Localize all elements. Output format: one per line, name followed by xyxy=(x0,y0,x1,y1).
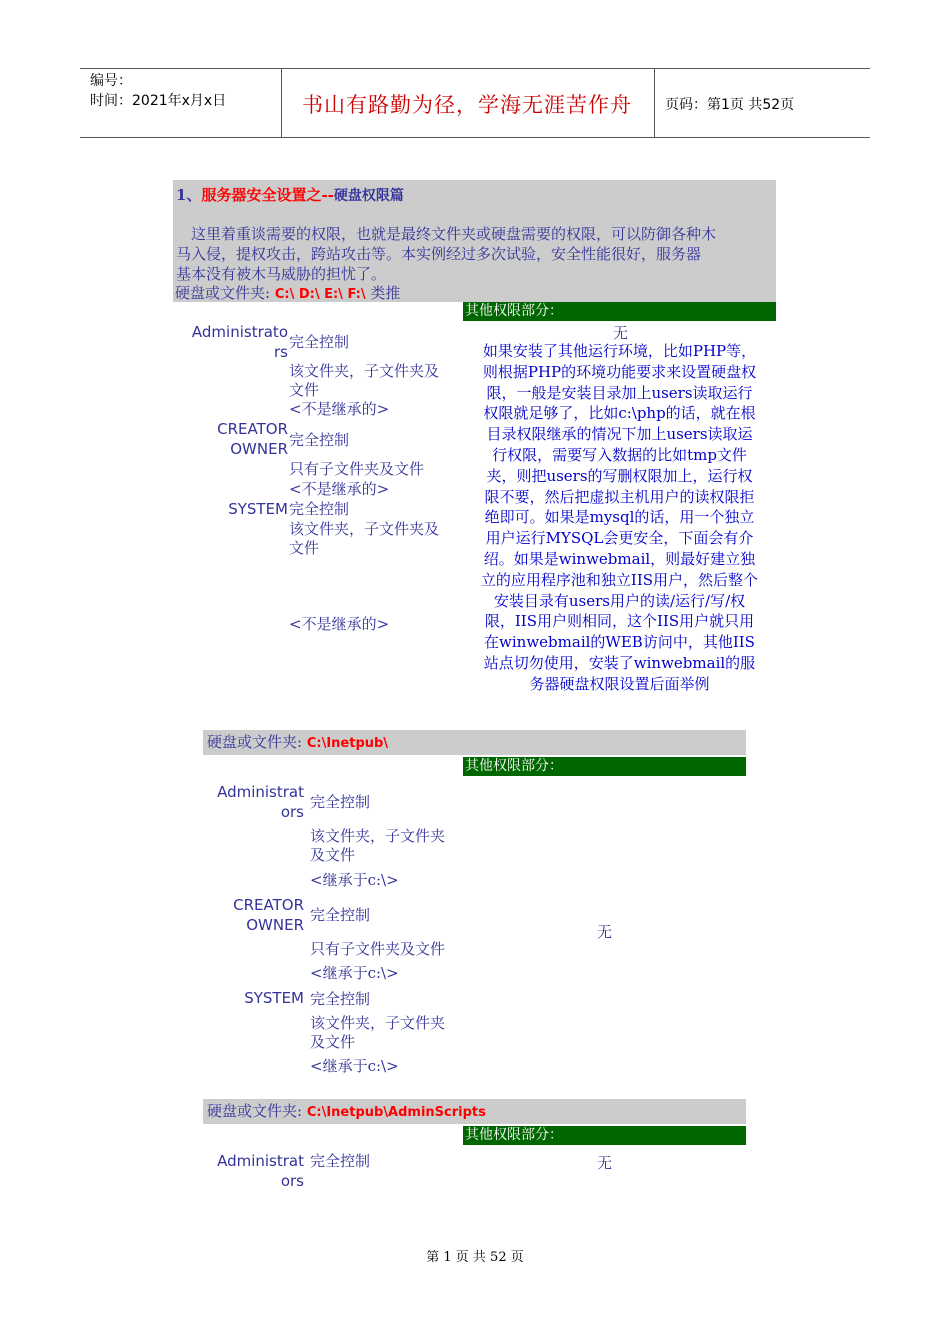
disk-value: C:\ D:\ E:\ F:\ xyxy=(274,287,366,302)
perm-line: 及文件 xyxy=(310,846,356,864)
user-name: rs xyxy=(274,343,288,361)
perm-inherit: <继承于c:\> xyxy=(310,964,399,982)
perm-scope: 只有子文件夹及文件 xyxy=(289,460,425,478)
note-line: 如果安装了其他运行环境，比如PHP等， xyxy=(482,342,757,360)
perm-scope xyxy=(289,520,439,558)
section3-disk-line xyxy=(203,1099,746,1124)
note-line: 夹，则把users的写删权限加上，运行权 xyxy=(486,466,753,485)
note-line: 限，一般是安装目录加上users读取运行 xyxy=(486,383,753,402)
note-line: 绍。如果是winwebmail，则最好建立独 xyxy=(483,549,756,568)
perm-line: 及文件 xyxy=(310,1033,356,1051)
perm-line: 文件 xyxy=(289,539,320,557)
perm-scope xyxy=(310,827,445,865)
date-label: 时间：2021年x月x日 xyxy=(90,93,227,109)
note-line: 立的应用程序池和独立IIS用户，然后整个 xyxy=(480,570,759,589)
section3-other-none: 无 xyxy=(597,1154,613,1172)
section2-users xyxy=(190,782,304,822)
perm-full-control: 完全控制 xyxy=(289,333,350,351)
perm-full-control: 完全控制 xyxy=(310,990,371,1008)
user-name: SYSTEM xyxy=(228,500,288,518)
section2-disk-line xyxy=(203,730,746,755)
section1-other-header: 其他权限部分： xyxy=(463,302,776,321)
user-name: OWNER xyxy=(230,440,288,458)
user-name: CREATOR xyxy=(233,896,304,914)
intro-line: 马入侵，提权攻击，跨站攻击等。本实例经过多次试验，安全性能很好，服务器 xyxy=(176,245,702,263)
disk-suffix: 类推 xyxy=(365,284,401,302)
perm-inherit: <不是继承的> xyxy=(289,400,390,418)
user-name: Administrat xyxy=(217,783,304,801)
section1-users xyxy=(173,322,288,362)
section1-intro xyxy=(176,224,778,284)
disk-value: C:\Inetpub\ xyxy=(306,736,389,751)
page-footer: 第 1 页 共 52 页 xyxy=(426,1250,524,1265)
perm-full-control: 完全控制 xyxy=(289,500,350,518)
user-name: OWNER xyxy=(246,916,304,934)
perm-scope: 只有子文件夹及文件 xyxy=(310,940,446,958)
section3-other-header: 其他权限部分： xyxy=(463,1126,746,1145)
title-blue: 硬盘权限篇 xyxy=(333,188,404,204)
perm-inherit: <不是继承的> xyxy=(289,615,390,633)
note-line: 则根据PHP的环境功能要求来设置硬盘权 xyxy=(482,362,757,381)
section2-users xyxy=(190,988,304,1008)
note-line: 行权限，需要写入数据的比如tmp文件 xyxy=(492,445,747,464)
user-name: Administrat xyxy=(217,1152,304,1170)
perm-inherit: <继承于c:\> xyxy=(310,871,399,889)
note-line: 目录权限继承的情况下加上users读取运 xyxy=(486,425,753,444)
intro-line: 基本没有被木马威胁的担忧了。 xyxy=(176,265,387,283)
disk-label: 硬盘或文件夹: xyxy=(207,1102,307,1120)
perm-full-control: 完全控制 xyxy=(310,906,371,924)
note-line: 站点切勿使用，安装了winwebmail的服 xyxy=(483,653,756,672)
intro-line: 这里着重谈需要的权限，也就是最终文件夹或硬盘需要的权限，可以防御各种木 xyxy=(176,225,717,243)
note-line: 用户运行MYSQL会更安全，下面会有介 xyxy=(485,529,754,548)
perm-scope xyxy=(310,1014,445,1052)
note-line: 权限就足够了，比如c:\php的话，就在根 xyxy=(483,404,756,423)
note-line: 限，IIS用户则相同，这个IIS用户就只用 xyxy=(484,612,755,631)
header-divider xyxy=(654,69,655,137)
section1-title xyxy=(176,184,404,205)
perm-scope xyxy=(289,362,439,400)
section1-users xyxy=(173,419,288,459)
perm-full-control: 完全控制 xyxy=(310,793,371,811)
header-motto: 书山有路勤为径，学海无涯苦作舟 xyxy=(302,93,632,117)
header-divider xyxy=(281,69,282,137)
user-name: CREATOR xyxy=(217,420,288,438)
disk-label: 硬盘或文件夹: xyxy=(207,733,307,751)
perm-inherit: <继承于c:\> xyxy=(310,1057,399,1075)
section2-users xyxy=(190,895,304,935)
header-info xyxy=(90,71,226,111)
user-name: SYSTEM xyxy=(244,989,304,1007)
user-name: ors xyxy=(280,803,304,821)
section1-note xyxy=(463,341,776,695)
disk-label: 硬盘或文件夹: xyxy=(175,284,275,302)
perm-line: 文件 xyxy=(289,381,320,399)
number-label: 编号： xyxy=(90,73,132,89)
perm-line: 该文件夹，子文件夹及 xyxy=(289,520,440,538)
perm-line: 该文件夹，子文件夹 xyxy=(310,1014,446,1032)
note-line: 限不要，然后把虚拟主机用户的读权限拒 xyxy=(484,487,755,506)
user-name: ors xyxy=(280,1172,304,1190)
section1-other-none: 无 xyxy=(613,324,629,342)
note-line: 务器硬盘权限设置后面举例 xyxy=(529,674,710,693)
perm-full-control: 完全控制 xyxy=(310,1152,371,1170)
section2-other-none: 无 xyxy=(597,923,613,941)
perm-line: 该文件夹，子文件夹 xyxy=(310,827,446,845)
section1-disk-line xyxy=(175,283,400,305)
section2-other-header: 其他权限部分： xyxy=(463,757,746,776)
perm-inherit: <不是继承的> xyxy=(289,480,390,498)
section-number: 1、 xyxy=(176,186,202,204)
title-red: 服务器安全设置之-- xyxy=(201,186,334,204)
perm-full-control: 完全控制 xyxy=(289,431,350,449)
header-page-number: 页码：第1页 共52页 xyxy=(665,97,795,113)
disk-value: C:\Inetpub\AdminScripts xyxy=(306,1105,486,1120)
perm-line: 该文件夹，子文件夹及 xyxy=(289,362,440,380)
user-name: Administrato xyxy=(191,323,288,341)
section1-users xyxy=(173,499,288,519)
note-line: 在winwebmail的WEB访问中，其他IIS xyxy=(484,633,755,652)
note-line: 绝即可。如果是mysql的话，用一个独立 xyxy=(484,508,755,527)
note-line: 安装目录有users用户的读/运行/写/权 xyxy=(493,591,746,610)
page-header xyxy=(80,68,870,138)
section3-users xyxy=(190,1151,304,1191)
